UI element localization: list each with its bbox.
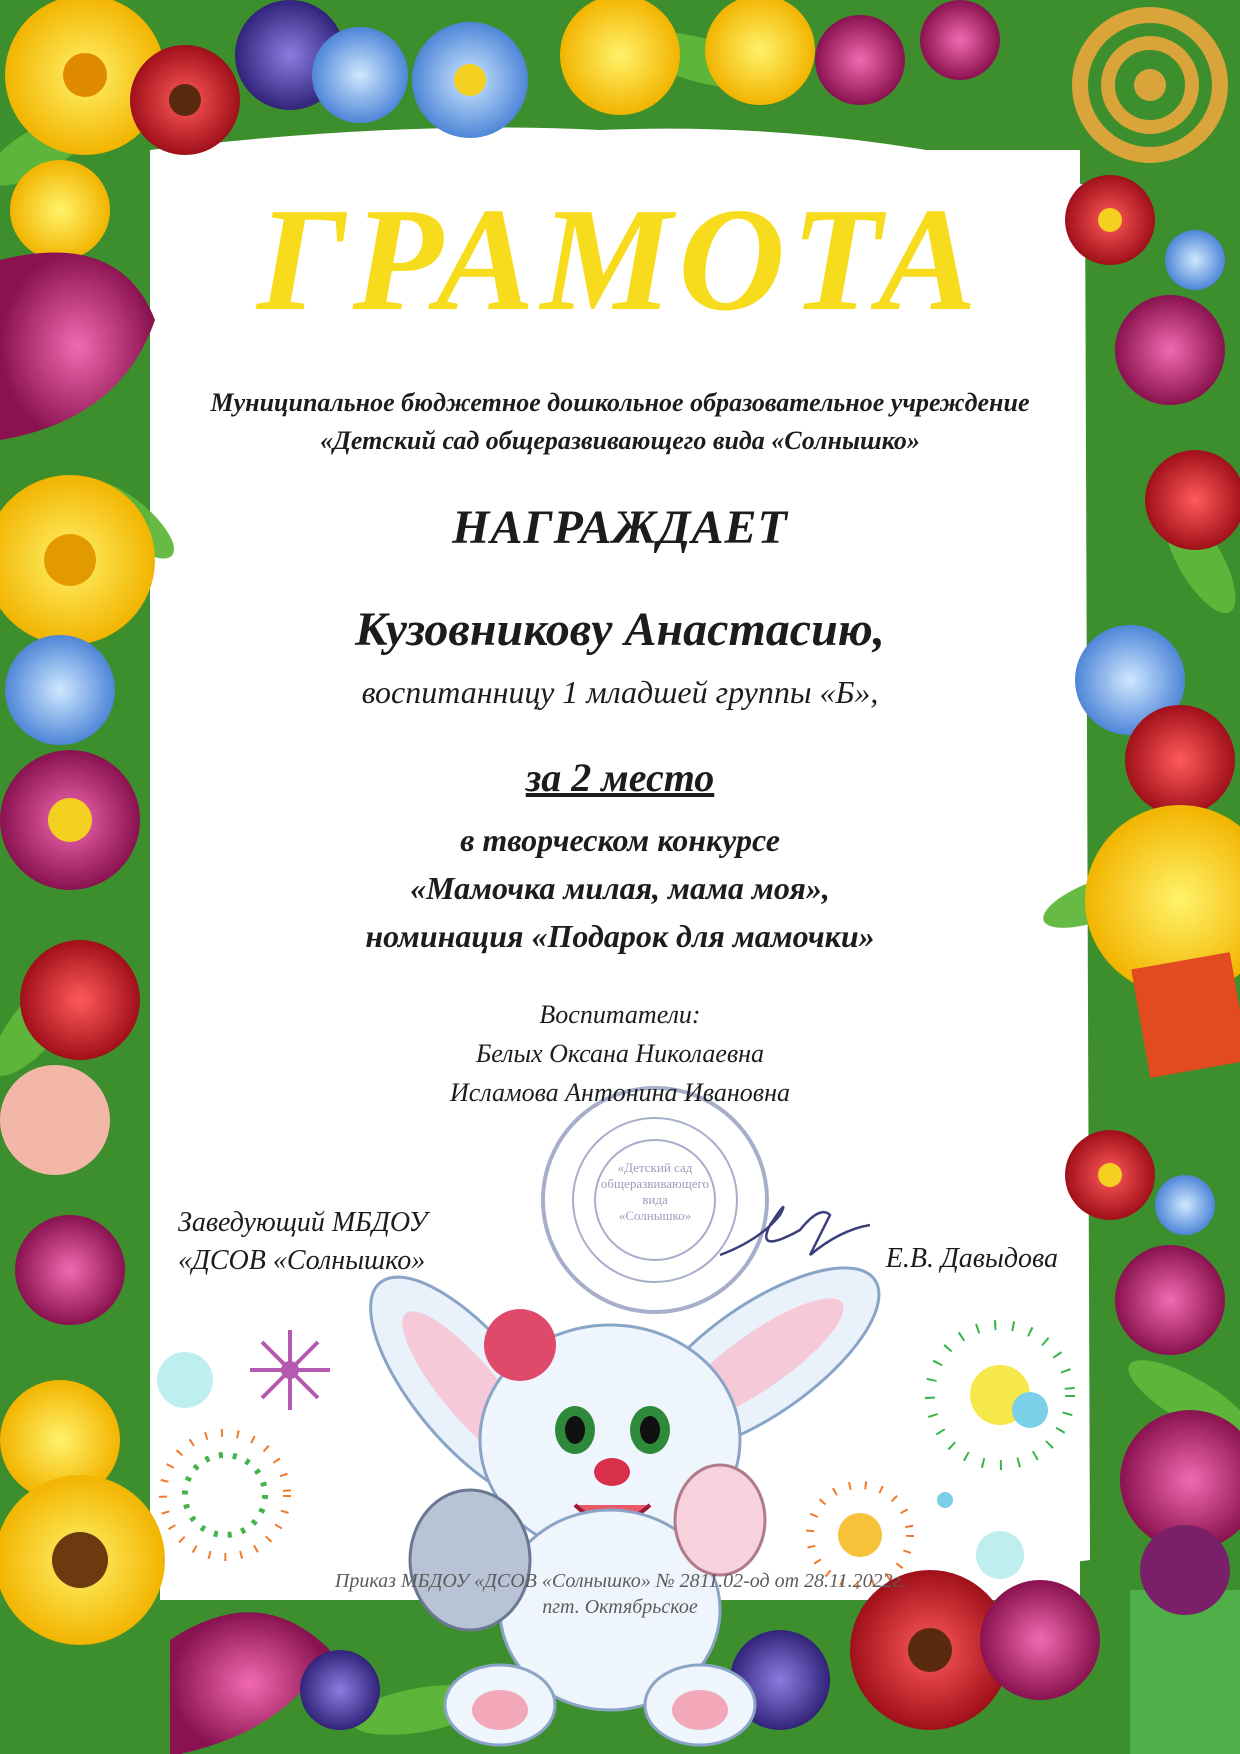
order-reference	[0, 1568, 1240, 1620]
order-line: пгт. Октябрьское	[542, 1596, 698, 1618]
contest-description	[0, 816, 1240, 960]
order-line: Приказ МБДОУ «ДСОВ «Солнышко» № 2811.02-од от 28.11.2022г.	[334, 1570, 906, 1592]
contest-line: «Мамочка милая, мама моя»,	[410, 870, 830, 906]
awards-heading: НАГРАЖДАЕТ	[452, 501, 788, 554]
teacher-name: Исламова Антонина Ивановна	[450, 1078, 790, 1107]
certificate-title: ГРАМОТА	[257, 178, 983, 342]
institution-line: «Детский сад общеразвивающего вида «Солнышко»	[320, 426, 920, 455]
recipient-role: воспитанницу 1 младшей группы «Б»,	[361, 674, 879, 710]
institution-line: Муниципальное бюджетное дошкольное образовательное учреждение	[210, 388, 1030, 417]
teachers-heading: Воспитатели:	[539, 1000, 701, 1029]
teacher-name: Белых Оксана Николаевна	[475, 1039, 765, 1068]
teachers-block	[0, 995, 1240, 1112]
contest-line: номинация «Подарок для мамочки»	[365, 918, 875, 954]
head-name: Е.В. Давыдова	[885, 1243, 1058, 1274]
head-title	[178, 1204, 427, 1280]
contest-line: в творческом конкурсе	[460, 822, 780, 858]
head-title-line: Заведующий МБДОУ	[178, 1207, 428, 1238]
award-place: за 2 место	[525, 755, 715, 800]
institution-name	[0, 384, 1240, 460]
stamp-text: «Детский сад общеразвивающего вида «Солнышко»	[600, 1160, 710, 1223]
head-title-line: «ДСОВ «Солнышко»	[178, 1245, 426, 1276]
recipient-name: Кузовникову Анастасию,	[355, 603, 885, 656]
